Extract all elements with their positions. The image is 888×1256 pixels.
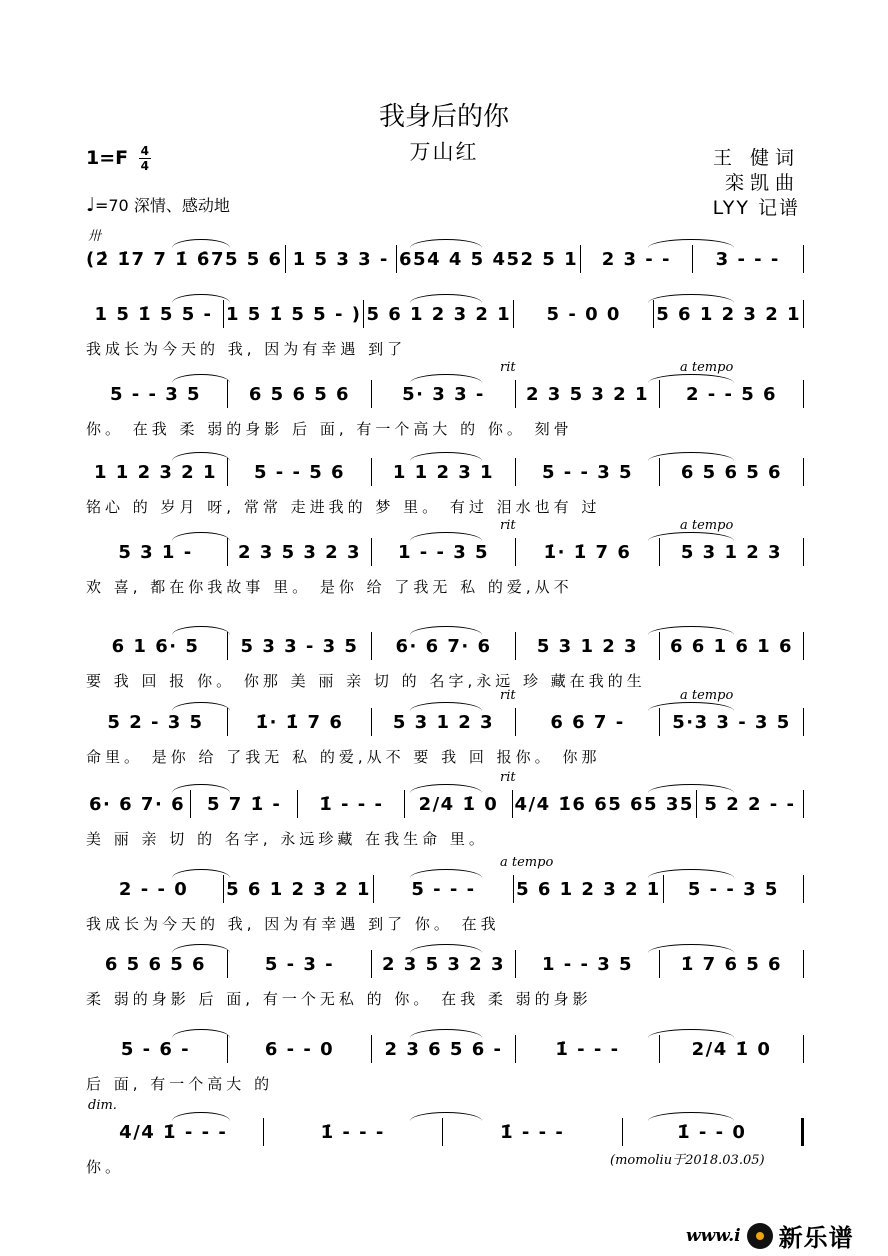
staff-line-6 [86, 632, 806, 660]
slur-arc [410, 532, 482, 541]
slur-arc [648, 626, 734, 635]
measure: 5 3 1 2 3 [680, 541, 783, 563]
expression-mark: rit [500, 360, 516, 375]
barline [227, 632, 228, 660]
slur-arc [410, 374, 482, 383]
measure: 5 2 2 - - [704, 793, 796, 815]
barline [442, 1118, 443, 1146]
slur-arc [410, 1112, 482, 1121]
slur-arc [172, 702, 230, 711]
barline [659, 538, 660, 566]
slur-arc [172, 1029, 230, 1038]
measure: 4/4 1̇6 65 65 35 [514, 793, 694, 815]
measure: 6 5 6 5 6 [248, 383, 351, 405]
key-text: 1=F [86, 147, 129, 169]
barline [285, 245, 286, 273]
barline [371, 950, 372, 978]
measure: 6 - - 0 [264, 1038, 335, 1060]
barline [803, 632, 804, 660]
measure: 6 5 6 5 6 [680, 461, 783, 483]
lyric-line-11: 后 面, 有一个高大 的 [86, 1075, 274, 1093]
measure: 2 3 5 3 2 3 [382, 953, 505, 975]
singer-name: 万山红 [409, 140, 479, 164]
barline [692, 245, 693, 273]
staff-line-11 [86, 1035, 806, 1063]
measure: 1̇· 1̇ 7 6 [543, 541, 632, 563]
barline [803, 245, 804, 273]
lyric-line-10: 柔 弱的身影 后 面, 有一个无私 的 你。 在我 柔 弱的身影 [86, 990, 592, 1008]
measure: 5 3 1 2 3 [536, 635, 639, 657]
barline [223, 875, 224, 903]
barline [659, 632, 660, 660]
measure: 1̇ - - - [320, 1121, 385, 1143]
slur-arc [172, 944, 230, 953]
staff-line-9 [86, 875, 806, 903]
measure: 2 3 5 3 2 3 [238, 541, 361, 563]
staff-line-12 [86, 1118, 806, 1146]
measure: 5 - - 3 5 [109, 383, 202, 405]
staff-line-10 [86, 950, 806, 978]
slur-arc [172, 294, 230, 303]
measure: 6 6 1 6 1 6 [670, 635, 793, 657]
measure: 1 1 2 3 1 [392, 461, 495, 483]
expression-mark: a tempo [500, 855, 554, 870]
expression-mark: rit [500, 770, 516, 785]
staff-line-2 [86, 300, 806, 328]
barline [371, 708, 372, 736]
lyric-line-8: 美 丽 亲 切 的 名字, 永远珍藏 在我生命 里。 [86, 830, 488, 848]
barline [512, 790, 513, 818]
slur-arc [410, 784, 482, 793]
slur-arc [172, 784, 230, 793]
barline [515, 1035, 516, 1063]
measure: 3 - - - [715, 248, 780, 270]
measure: 5· 3 3 - [402, 383, 485, 405]
barline [515, 458, 516, 486]
barline [371, 538, 372, 566]
measure: 6 6 7 - [550, 711, 625, 733]
slur-arc [172, 239, 230, 248]
barline [513, 300, 514, 328]
barline [371, 380, 372, 408]
barline [297, 790, 298, 818]
slur-arc [410, 294, 482, 303]
key-signature [86, 145, 151, 172]
barline [227, 708, 228, 736]
expression-mark: rit [500, 688, 516, 703]
measure: 1̇· 1̇ 7 6 [255, 711, 344, 733]
barline [653, 300, 654, 328]
slur-arc [410, 702, 482, 711]
slur-arc [172, 452, 230, 461]
lyric-line-12: 你。 [86, 1158, 125, 1176]
slur-arc [410, 626, 482, 635]
tempo-text: =70 深情、感动地 [94, 196, 230, 215]
barline [803, 708, 804, 736]
barline [803, 538, 804, 566]
barline [515, 380, 516, 408]
site-logo [686, 1218, 854, 1253]
measure: 1 5 3 3 - [292, 248, 389, 270]
slur-arc [172, 532, 230, 541]
staff-line-5 [86, 538, 806, 566]
barline [803, 950, 804, 978]
barline [515, 632, 516, 660]
expression-mark: a tempo [680, 688, 734, 703]
measure: 1̇ - - - [319, 793, 384, 815]
measure: 2 - - 0 [118, 878, 189, 900]
staff-line-1 [86, 245, 806, 273]
lyric-line-5: 欢 喜, 都在你我故事 里。 是你 给 了我无 私 的爱,从不 [86, 578, 573, 596]
barline [803, 875, 804, 903]
brand-name: 新乐谱 [778, 1224, 854, 1252]
barline [803, 458, 804, 486]
barline [803, 790, 804, 818]
measure: 6 1 6· 5 [111, 635, 200, 657]
measure: 1̇ 7 6 5 6 [680, 953, 783, 975]
slur-arc [648, 532, 734, 541]
measure: 5 6 1 2 3 2 1 [366, 303, 512, 325]
measure: 654 4 5 452 5 1 [399, 248, 579, 270]
time-signature [139, 145, 151, 172]
measure: 5 3 1 - [118, 541, 193, 563]
song-title: 我身后的你 [378, 102, 509, 132]
measure: 6· 6 7· 6 [395, 635, 492, 657]
slur-arc [648, 294, 734, 303]
measure: 5 7 1̇ - [207, 793, 282, 815]
transcription-credit: (momoliu于2018.03.05) [610, 1153, 765, 1168]
slur-arc [172, 374, 230, 383]
barline [659, 380, 660, 408]
measure: 1̇ - - - [500, 1121, 565, 1143]
barline [659, 458, 660, 486]
barline [371, 458, 372, 486]
measure: 5 - - 3 5 [687, 878, 779, 900]
composer-credit: 栾凯曲 [724, 172, 800, 194]
lyric-line-9: 我成长为今天的 我, 因为有幸遇 到了 你。 在我 [86, 915, 500, 933]
lyric-line-3: 你。 在我 柔 弱的身影 后 面, 有一个高大 的 你。 刻骨 [86, 420, 573, 438]
slur-arc [410, 239, 482, 248]
slur-arc [648, 1029, 734, 1038]
barline [659, 708, 660, 736]
barline [696, 790, 697, 818]
measure: 6· 6 7· 6 [89, 793, 186, 815]
measure: 1 5 1̇ 5 5 - [94, 303, 213, 325]
barline [404, 790, 405, 818]
measure: 5 3 3 - 3 5 [240, 635, 359, 657]
lyric-line-7: 命里。 是你 给 了我无 私 的爱,从不 要 我 回 报你。 你那 [86, 748, 601, 766]
barline [803, 1035, 804, 1063]
measure: 1 1 2 3 2 1 [94, 461, 217, 483]
slur-arc [648, 784, 734, 793]
barline [803, 300, 804, 328]
slur-arc [410, 869, 482, 878]
barline [227, 380, 228, 408]
slur-arc [648, 702, 734, 711]
measure: 2 3 6 5 6 - [384, 1038, 503, 1060]
measure: 5 3 1 2 3 [392, 711, 495, 733]
measure: 2/4 1̇ 0 [418, 793, 499, 815]
expression-mark: a tempo [680, 518, 734, 533]
barline [659, 1035, 660, 1063]
expression-mark: dim. [88, 1098, 117, 1113]
barline [373, 875, 374, 903]
measure: 5 - - - [411, 878, 476, 900]
barline [513, 875, 514, 903]
staff-line-3 [86, 380, 806, 408]
measure: 2/4 1̇ 0 [691, 1038, 772, 1060]
slur-arc [410, 944, 482, 953]
measure: 5 6 1 2 3 2 1 [226, 878, 371, 900]
staff-line-8 [86, 790, 806, 818]
measure: 1 - - 3 5 [541, 953, 634, 975]
barline [515, 708, 516, 736]
slur-arc [172, 626, 230, 635]
expression-mark: 卅 [88, 229, 102, 244]
measure: 5 - 6 - [120, 1038, 191, 1060]
barline [663, 875, 664, 903]
time-top: 4 [140, 144, 149, 158]
barline [659, 950, 660, 978]
measure: 5 - - 5 6 [253, 461, 346, 483]
slur-arc [648, 944, 734, 953]
barline [223, 300, 224, 328]
slur-arc [648, 869, 734, 878]
barline [801, 1118, 804, 1146]
measure: 5 2 - 3 5 [107, 711, 204, 733]
barline [227, 538, 228, 566]
barline [371, 632, 372, 660]
slur-arc [172, 1112, 230, 1121]
measure: 1̇ - - 0 [677, 1121, 747, 1143]
lyric-line-4: 铭心 的 岁月 呀, 常常 走进我的 梦 里。 有过 泪水也有 过 [86, 498, 601, 516]
barline [580, 245, 581, 273]
measure: (2̇ 1̇7 7 1̇ 6̇75 5 6 [86, 248, 283, 270]
staff-line-7 [86, 708, 806, 736]
lyricist-credit: 王 健词 [712, 147, 800, 169]
measure: 6 5 6 5 6 [104, 953, 207, 975]
slur-arc [648, 1112, 734, 1121]
barline [371, 1035, 372, 1063]
measure: 5 - 0 0 [546, 303, 621, 325]
barline [190, 790, 191, 818]
measure: 5 6 1 2 3 2 1 [656, 303, 802, 325]
measure: 2 3 - - [601, 248, 671, 270]
staff-line-4 [86, 458, 806, 486]
slur-arc [410, 1029, 482, 1038]
barline [515, 950, 516, 978]
transcriber-credit: LYY 记谱 [712, 197, 800, 219]
barline [363, 300, 364, 328]
site-url: www.i [686, 1225, 741, 1246]
slur-arc [648, 239, 734, 248]
measure: 1 - - 3 5 [397, 541, 490, 563]
slur-arc [648, 452, 734, 461]
lyric-line-2: 我成长为今天的 我, 因为有幸遇 到了 [86, 340, 407, 358]
barline [227, 950, 228, 978]
slur-arc [648, 374, 734, 383]
measure: 5 - - 3 5 [541, 461, 634, 483]
barline [622, 1118, 623, 1146]
measure: 5·3 3 - 3 5 [672, 711, 791, 733]
expression-mark: rit [500, 518, 516, 533]
measure: 1̇ - - - [555, 1038, 620, 1060]
vinyl-disc-icon [747, 1223, 773, 1249]
lyric-line-6: 要 我 回 报 你。 你那 美 丽 亲 切 的 名字,永远 珍 藏在我的生 [86, 672, 646, 690]
expression-mark: a tempo [680, 360, 734, 375]
tempo-marking [86, 193, 230, 216]
measure: 1 5 1̇ 5 5 - ) [226, 303, 362, 325]
slur-arc [410, 452, 482, 461]
barline [803, 380, 804, 408]
slur-arc [172, 869, 230, 878]
barline [515, 538, 516, 566]
time-bottom: 4 [140, 159, 149, 173]
barline [263, 1118, 264, 1146]
quarter-note-icon: ♩ [86, 194, 95, 216]
barline [396, 245, 397, 273]
measure: 2 3 5 3 2 1 [526, 383, 649, 405]
measure: 2 - - 5 6 [685, 383, 778, 405]
measure: 5 6 1 2 3 2 1 [516, 878, 661, 900]
measure: 4/4 1̇ - - - [119, 1121, 228, 1143]
measure: 5 - 3 - [264, 953, 335, 975]
barline [227, 1035, 228, 1063]
barline [227, 458, 228, 486]
